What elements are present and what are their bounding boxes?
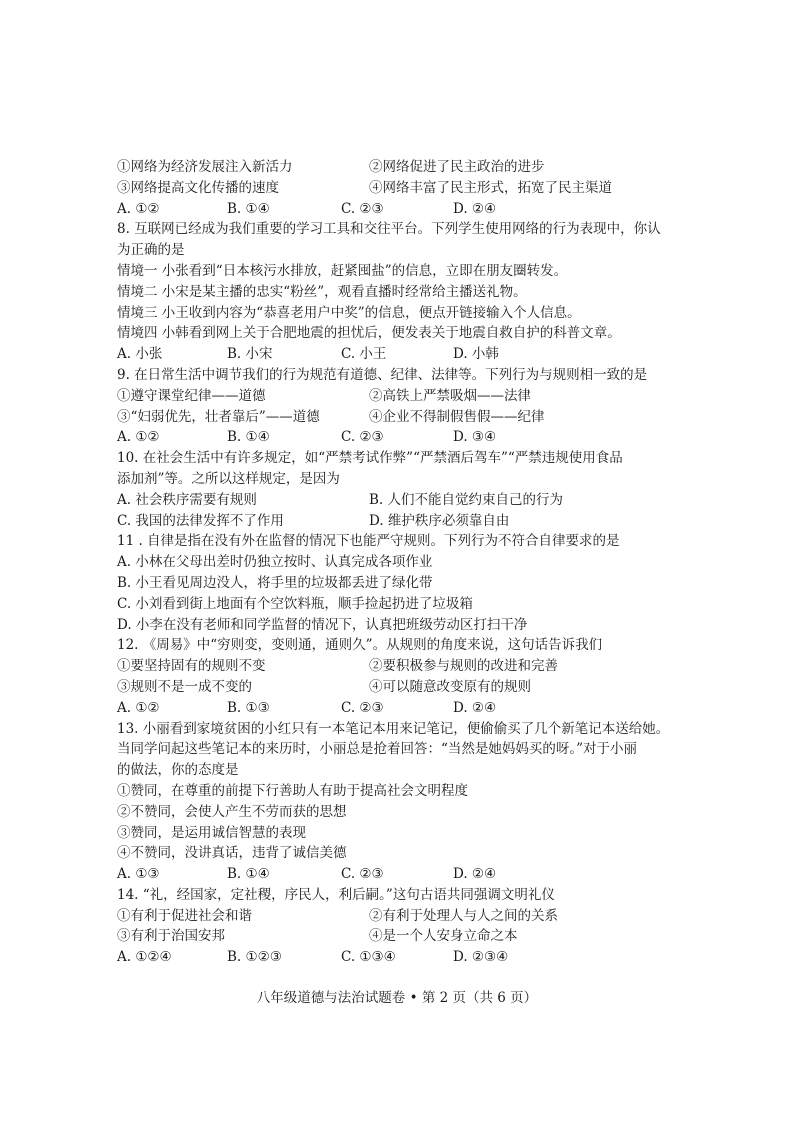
q14-statement-2: ②有利于处理人与人之间的关系 — [369, 907, 558, 924]
q13-option-c: C. ②③ — [341, 866, 384, 883]
q7-statement-4: ④网络丰富了民主形式，拓宽了民主渠道 — [369, 179, 612, 196]
q14-option-a: A. ①②④ — [117, 949, 172, 966]
q8-context-3: 情境三 小王收到内容为“恭喜老用户中奖”的信息，便点开链接输入个人信息。 — [117, 304, 581, 321]
q8-option-a: A. 小张 — [117, 346, 163, 363]
q8-stem-line-1: 8. 互联网已经成为我们重要的学习工具和交往平台。下列学生使用网络的行为表现中，你认 — [117, 221, 661, 238]
q13-statement-3: ③赞同，是运用诚信智慧的表现 — [117, 824, 306, 841]
q8-option-d: D. 小韩 — [453, 346, 499, 363]
q10-option-a: A. 社会秩序需要有规则 — [117, 491, 257, 508]
q14-option-b: B. ①②③ — [227, 949, 282, 966]
q10-options-row-1 — [117, 490, 687, 511]
q11-option-b: B. 小王看见周边没人，将手里的垃圾都丢进了绿化带 — [117, 574, 433, 591]
q9-option-b: B. ①④ — [227, 429, 270, 446]
q9-statements-row-1 — [117, 386, 687, 407]
q13-stem-line-2: 当同学问起这些笔记本的来历时，小丽总是抢着回答：“当然是她妈妈买的呀。”对于小丽 — [117, 741, 638, 758]
q10-options-row-2 — [117, 511, 687, 532]
q10-option-c: C. 我国的法律发挥不了作用 — [117, 512, 284, 529]
q12-statement-1: ①要坚持固有的规则不变 — [117, 658, 266, 675]
q7-statements-row-2 — [117, 178, 687, 199]
q12-statements-row-2 — [117, 677, 687, 698]
q14-statement-4: ④是一个人安身立命之本 — [369, 928, 518, 945]
q9-options — [117, 427, 687, 448]
q12-option-b: B. ①③ — [227, 699, 270, 716]
q12-statement-4: ④可以随意改变原有的规则 — [369, 678, 531, 695]
q8-context-4: 情境四 小韩看到网上关于合肥地震的担忧后，便发表关于地震自救自护的科普文章。 — [117, 325, 621, 342]
q9-statement-3: ③“妇弱优先，壮者靠后”——道德 — [117, 408, 320, 425]
q7-option-a: A. ①② — [117, 200, 160, 217]
q8-options — [117, 344, 687, 365]
q10-option-b: B. 人们不能自觉约束自己的行为 — [369, 491, 564, 508]
q8-context-2: 情境二 小宋是某主播的忠实“粉丝”，观看直播时经常给主播送礼物。 — [117, 283, 527, 300]
q9-statement-2: ②高铁上严禁吸烟——法律 — [369, 387, 531, 404]
q14-stem: 14. “礼，经国家，定社稷，序民人，利后嗣。”这句古语共同强调文明礼仪 — [117, 886, 555, 903]
q12-option-c: C. ②③ — [341, 699, 384, 716]
q14-statements-row-1 — [117, 906, 687, 927]
q14-statement-1: ①有利于促进社会和谐 — [117, 907, 252, 924]
q13-statement-4: ④不赞同，没讲真话，违背了诚信美德 — [117, 845, 347, 862]
q13-option-a: A. ①③ — [117, 866, 160, 883]
q8-option-c: C. 小王 — [341, 346, 387, 363]
q14-options — [117, 947, 687, 968]
q9-option-a: A. ①② — [117, 429, 160, 446]
q9-statement-4: ④企业不得制假售假——纪律 — [369, 408, 545, 425]
q11-stem: 11 . 自律是指在没有外在监督的情况下也能严守规则。下列行为不符合自律要求的是 — [117, 533, 620, 550]
q12-statement-3: ③规则不是一成不变的 — [117, 678, 252, 695]
q12-stem: 12. 《周易》中“穷则变，变则通，通则久”。从规则的角度来说，这句话告诉我们 — [117, 637, 603, 654]
q13-option-d: D. ②④ — [453, 866, 497, 883]
q13-stem-line-1: 13. 小丽看到家境贫困的小红只有一本笔记本用来记笔记，便偷偷买了几个新笔记本送给她。 — [117, 720, 670, 737]
q12-option-d: D. ②④ — [453, 699, 497, 716]
q8-option-b: B. 小宋 — [227, 346, 273, 363]
q10-stem-line-1: 10. 在社会生活中有许多规定，如“严禁考试作弊”“严禁酒后驾车”“严禁违规使用食品 — [117, 450, 623, 467]
q13-statement-2: ②不赞同，会使人产生不劳而获的思想 — [117, 803, 347, 820]
q12-option-a: A. ①② — [117, 699, 160, 716]
exam-page-content — [117, 157, 687, 968]
q14-option-d: D. ②③④ — [453, 949, 509, 966]
q9-stem: 9. 在日常生活中调节我们的行为规范有道德、纪律、法律等。下列行为与规则相一致的是 — [117, 366, 648, 383]
q7-statements-row-1 — [117, 157, 687, 178]
q7-statement-1: ①网络为经济发展注入新活力 — [117, 159, 293, 175]
q9-option-c: C. ②③ — [341, 429, 384, 446]
q14-statement-3: ③有利于治国安邦 — [117, 928, 225, 945]
q7-option-d: D. ②④ — [453, 200, 497, 217]
q11-option-c: C. 小刘看到街上地面有个空饮料瓶，顺手捡起扔进了垃圾箱 — [117, 595, 473, 612]
q10-stem-line-2: 添加剂”等。之所以这样规定，是因为 — [117, 470, 340, 487]
q7-option-b: B. ①④ — [227, 200, 270, 217]
q11-option-d: D. 小李在没有老师和同学监督的情况下，认真把班级劳动区打扫干净 — [117, 616, 528, 633]
q14-option-c: C. ①③④ — [341, 949, 396, 966]
q13-stem-line-3: 的做法，你的态度是 — [117, 762, 239, 779]
q13-option-b: B. ①④ — [227, 866, 270, 883]
q7-options — [117, 199, 687, 220]
q13-options — [117, 864, 687, 885]
q9-statement-1: ①遵守课堂纪律——道德 — [117, 387, 266, 404]
q7-statement-2: ②网络促进了民主政治的进步 — [369, 159, 545, 175]
q12-statement-2: ②要积极参与规则的改进和完善 — [369, 658, 558, 675]
q11-option-a: A. 小林在父母出差时仍独立按时、认真完成各项作业 — [117, 554, 433, 571]
q10-option-d: D. 维护秩序必须靠自由 — [369, 512, 510, 529]
q12-options — [117, 698, 687, 719]
q9-option-d: D. ③④ — [453, 429, 497, 446]
q8-context-1: 情境一 小张看到“日本核污水排放，赶紧囤盐”的信息，立即在朋友圈转发。 — [117, 262, 568, 279]
q9-statements-row-2 — [117, 407, 687, 428]
q12-statements-row-1 — [117, 656, 687, 677]
q7-option-c: C. ②③ — [341, 200, 384, 217]
q13-statement-1: ①赞同，在尊重的前提下行善助人有助于提高社会文明程度 — [117, 782, 468, 799]
q14-statements-row-2 — [117, 926, 687, 947]
q7-statement-3: ③网络提高文化传播的速度 — [117, 179, 279, 196]
q8-stem-line-2: 为正确的是 — [117, 242, 185, 259]
page-footer: 八年级道德与法治试题卷 • 第 2 页（共 6 页） — [256, 990, 538, 1006]
